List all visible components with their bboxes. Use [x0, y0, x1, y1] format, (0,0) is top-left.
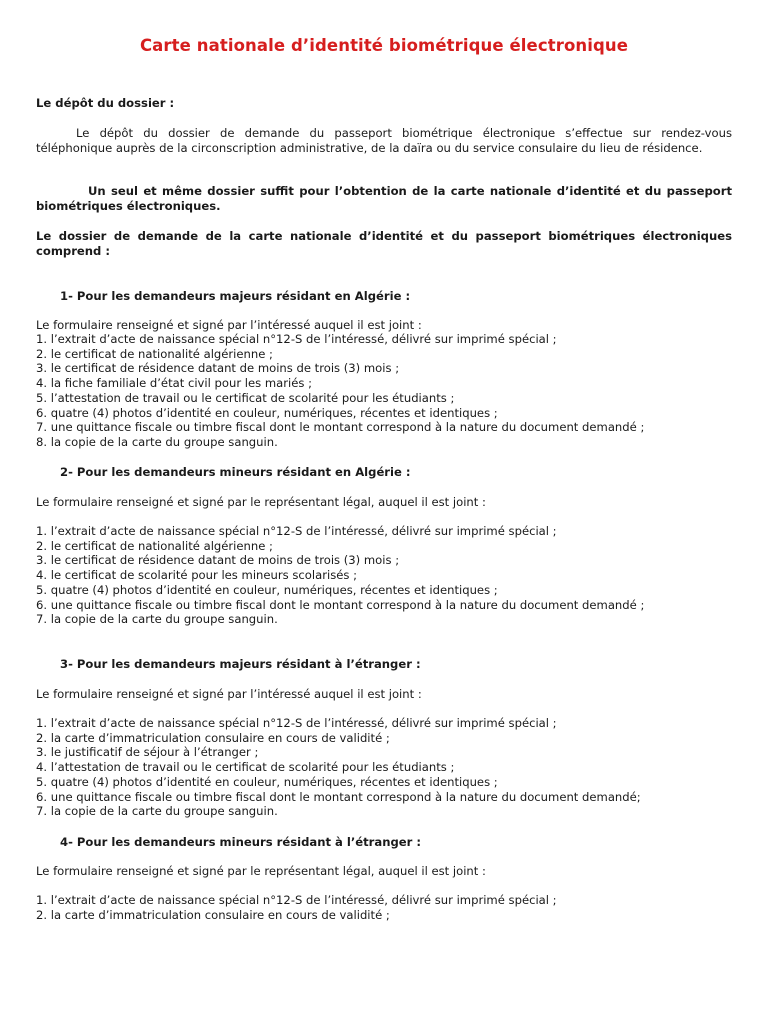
list-item: 2. le certificat de nationalité algérienne ; — [36, 538, 273, 553]
list-item: 6. quatre (4) photos d’identité en couleur, numériques, récentes et identiques ; — [36, 405, 498, 420]
list-item: 3. le justificatif de séjour à l’étranger ; — [36, 745, 259, 760]
list-item: 5. l’attestation de travail ou le certificat de scolarité pour les étudiants ; — [36, 390, 455, 405]
list-item: 5. quatre (4) photos d’identité en couleur, numériques, récentes et identiques ; — [36, 582, 498, 597]
list-item: 4. l’attestation de travail ou le certificat de scolarité pour les étudiants ; — [36, 760, 455, 775]
list-item: 4. le certificat de scolarité pour les mineurs scolarisés ; — [36, 568, 357, 583]
section-1-heading: 1- Pour les demandeurs majeurs résidant en Algérie : — [60, 289, 411, 303]
section-3-intro: Le formulaire renseigné et signé par l’intéressé auquel il est joint : — [36, 687, 422, 701]
list-item: 6. une quittance fiscale ou timbre fiscal dont le montant correspond à la nature du document demandé ; — [36, 597, 645, 612]
section-4-intro: Le formulaire renseigné et signé par le représentant légal, auquel il est joint : — [36, 864, 486, 878]
list-item: 3. le certificat de résidence datant de moins de trois (3) mois ; — [36, 553, 400, 568]
section-4-heading: 4- Pour les demandeurs mineurs résidant à l’étranger : — [60, 835, 422, 849]
list-item: 1. l’extrait d’acte de naissance spécial n°12-S de l’intéressé, délivré sur imprimé spécial ; — [36, 893, 557, 907]
list-item: 5. quatre (4) photos d’identité en couleur, numériques, récentes et identiques ; — [36, 774, 498, 789]
depot-heading: Le dépôt du dossier : — [36, 96, 175, 110]
list-item: 4. la fiche familiale d’état civil pour les mariés ; — [36, 376, 313, 391]
list-item: 7. la copie de la carte du groupe sanguin. — [36, 804, 278, 819]
section-2-list — [36, 524, 732, 627]
list-item: 2. la carte d’immatriculation consulaire en cours de validité ; — [36, 907, 390, 922]
depot-paragraph: Le dépôt du dossier de demande du passeport biométrique électronique s’effectue sur rendez-vous téléphonique auprès de la circonscription administrative, de la daïra ou du service consulaire du lieu de résidence. — [36, 126, 732, 155]
section-4-list — [36, 893, 732, 922]
list-item: 2. le certificat de nationalité algérienne ; — [36, 346, 273, 361]
section-2-intro: Le formulaire renseigné et signé par le représentant légal, auquel il est joint : — [36, 495, 486, 509]
section-1-intro: Le formulaire renseigné et signé par l’intéressé auquel il est joint : — [36, 318, 422, 332]
section-3-list — [36, 716, 732, 819]
list-item: 8. la copie de la carte du groupe sanguin. — [36, 434, 278, 449]
list-item: 1. l’extrait d’acte de naissance spécial n°12-S de l’intéressé, délivré sur imprimé spécial ; — [36, 716, 557, 730]
section-1-list — [36, 332, 732, 450]
list-item: 7. la copie de la carte du groupe sanguin. — [36, 612, 278, 627]
dossier-intro: Le dossier de demande de la carte nationale d’identité et du passeport biométriques électroniques comprend : — [36, 229, 732, 258]
list-item: 1. l’extrait d’acte de naissance spécial n°12-S de l’intéressé, délivré sur imprimé spécial ; — [36, 524, 557, 538]
list-item: 7. une quittance fiscale ou timbre fiscal dont le montant correspond à la nature du document demandé ; — [36, 420, 645, 435]
depot-note: Un seul et même dossier suffit pour l’obtention de la carte nationale d’identité et du passeport biométriques électroniques. — [36, 184, 732, 213]
document-title: Carte nationale d’identité biométrique électronique — [139, 36, 629, 55]
list-item: 6. une quittance fiscale ou timbre fiscal dont le montant correspond à la nature du document demandé; — [36, 789, 641, 804]
list-item: 3. le certificat de résidence datant de moins de trois (3) mois ; — [36, 361, 400, 376]
section-3-heading: 3- Pour les demandeurs majeurs résidant à l’étranger : — [60, 657, 421, 671]
list-item: 2. la carte d’immatriculation consulaire en cours de validité ; — [36, 730, 390, 745]
list-item: 1. l’extrait d’acte de naissance spécial n°12-S de l’intéressé, délivré sur imprimé spécial ; — [36, 332, 557, 346]
section-2-heading: 2- Pour les demandeurs mineurs résidant en Algérie : — [60, 465, 411, 479]
